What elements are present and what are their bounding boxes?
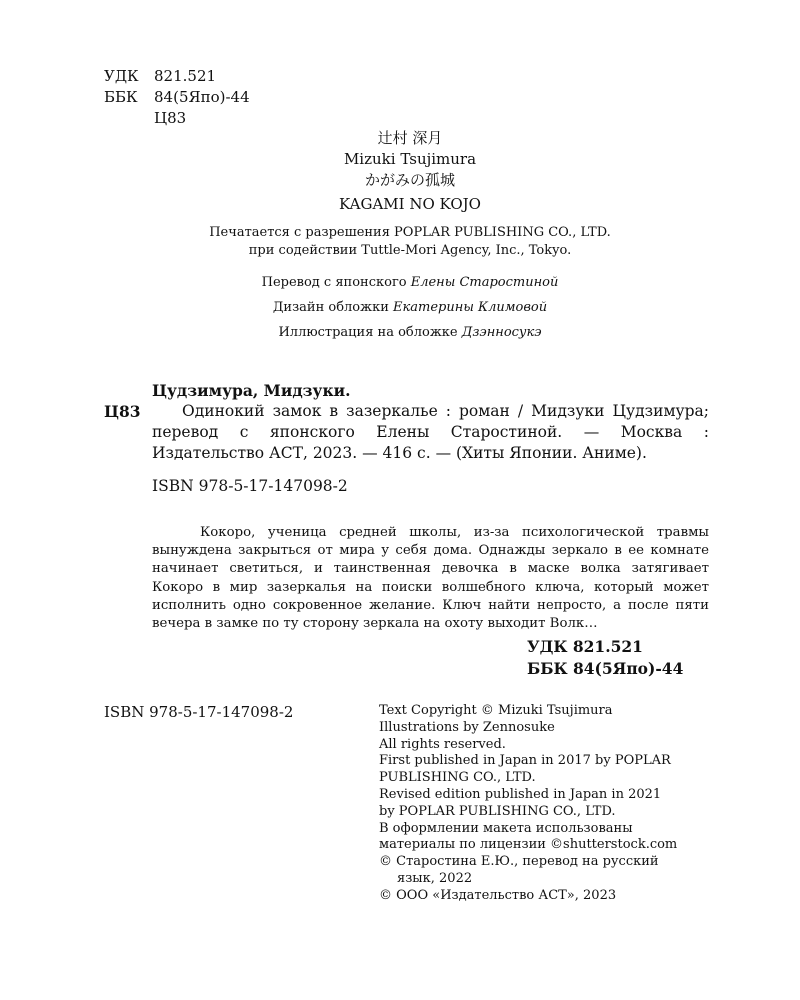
bbk-value: 84(5Япо)-44 (154, 88, 250, 106)
author-mark-line (104, 108, 250, 129)
credit-name: Дзэнносукэ (461, 325, 542, 340)
copyright-line: язык, 2022 (397, 870, 473, 886)
credit-role: Иллюстрация на обложке (278, 325, 458, 340)
udk-value: 821.521 (154, 67, 217, 85)
credit-translation (0, 274, 800, 292)
record-author-mark: Ц83 (104, 402, 141, 421)
copyright-line: Revised edition published in Japan in 2021 (379, 786, 662, 802)
permission-notice (0, 224, 800, 260)
udk-bottom: УДК 821.521 (527, 637, 643, 656)
book-abstract: Кокоро, ученица средней школы, из-за психологической травмы вынуждена закрыться от мира у себя дома. Однажды зеркало в ее комнате начинает светиться, и таинственная девочка в маске волка затягивает Кокоро в мир зазеркалья на поиски волшебного ключа, который может исполнить одно сокровенное желание. Ключ найти непросто, а после пяти вечера в замке по ту сторону зеркала на охоту выходит Волк… (152, 525, 709, 632)
copyright-line: by POPLAR PUBLISHING CO., LTD. (379, 803, 616, 819)
copyright-notice (379, 703, 739, 905)
author-kanji: 辻村 深月 (377, 129, 443, 147)
copyright-line: Illustrations by Zennosuke (379, 719, 555, 735)
author-mark: Ц83 (154, 109, 187, 127)
credit-cover-design (0, 299, 800, 317)
copyright-line: All rights reserved. (379, 736, 506, 752)
udk-line (104, 66, 250, 87)
original-edition-block (0, 128, 800, 215)
udk-label: УДК (104, 67, 139, 85)
record-description: Одинокий замок в зазеркалье : роман / Мидзуки Цудзимура; перевод с японского Елены Старостиной. — Москва : Издательство АСТ, 2023. — 416 с. — (Хиты Японии. Аниме). (152, 402, 709, 462)
credit-name: Елены Старостиной (410, 275, 559, 290)
title-japanese: かがみの孤城 (364, 171, 455, 189)
permission-line-2: при содействии Tuttle-Mori Agency, Inc., Tokyo. (248, 243, 572, 258)
bbk-line (104, 87, 250, 108)
record-author-heading: Цудзимура, Мидзуки. (152, 381, 351, 400)
bbk-bottom: ББК 84(5Япо)-44 (527, 659, 684, 678)
permission-line-1: Печатается с разрешения POPLAR PUBLISHING CO., LTD. (209, 225, 611, 240)
credit-name: Екатерины Климовой (393, 300, 548, 315)
copyright-line: Text Copyright © Mizuki Tsujimura (379, 703, 613, 718)
bibliographic-record (104, 380, 709, 497)
credit-role: Перевод с японского (261, 275, 407, 290)
credit-cover-illustration (0, 324, 800, 342)
classification-bottom (527, 636, 683, 680)
copyright-line: материалы по лицензии ©shutterstock.com (379, 837, 678, 853)
credit-role: Дизайн обложки (272, 300, 389, 315)
classification-block (104, 66, 250, 129)
isbn-bottom: ISBN 978-5-17-147098-2 (104, 703, 294, 721)
copyright-line: © ООО «Издательство АСТ», 2023 (379, 887, 617, 903)
copyright-line: В оформлении макета использованы (379, 820, 633, 836)
title-romaji: KAGAMI NO KOJO (339, 195, 481, 213)
copyright-line: First published in Japan in 2017 by POPLAR (379, 753, 671, 769)
record-isbn: ISBN 978-5-17-147098-2 (152, 477, 348, 495)
bbk-label: ББК (104, 88, 138, 106)
copyright-line: PUBLISHING CO., LTD. (379, 770, 536, 786)
author-romaji: Mizuki Tsujimura (343, 150, 477, 168)
copyright-line: © Старостина Е.Ю., перевод на русский (379, 854, 659, 870)
